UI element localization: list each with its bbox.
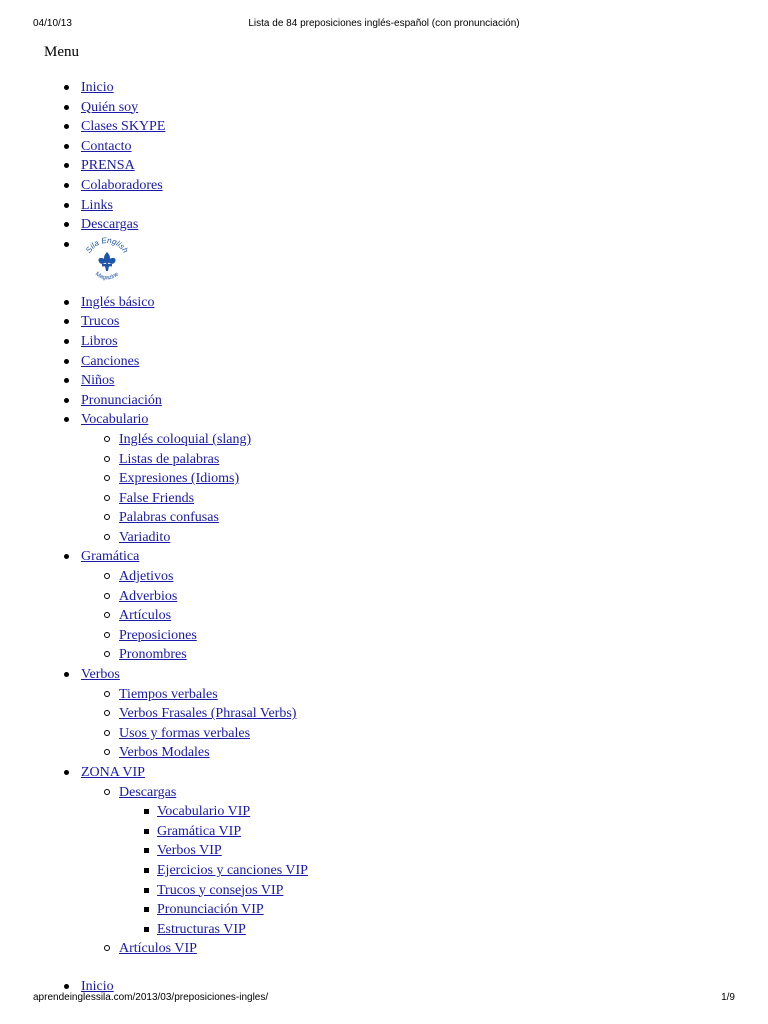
print-page-number: 1/9 bbox=[721, 992, 735, 1003]
submenu-item bbox=[81, 587, 308, 607]
submenu-item bbox=[81, 450, 308, 470]
submenu-item bbox=[81, 469, 308, 489]
menu-link-gramatica[interactable]: Gramática bbox=[81, 549, 140, 565]
submenu-item bbox=[81, 528, 308, 548]
submenu-link-listas-de-palabras[interactable]: Listas de palabras bbox=[119, 451, 220, 467]
submenu-link-palabras-confusas[interactable]: Palabras confusas bbox=[119, 510, 219, 526]
submenu-item bbox=[81, 724, 308, 744]
menu-item-clases-skype bbox=[62, 117, 308, 137]
menu-link-prensa[interactable]: PRENSA bbox=[81, 158, 135, 174]
menu-link-ingles-basico[interactable]: Inglés básico bbox=[81, 294, 155, 310]
submenu-item bbox=[81, 645, 308, 665]
menu-link-clases-skype[interactable]: Clases SKYPE bbox=[81, 119, 166, 135]
menu-link-links[interactable]: Links bbox=[81, 197, 113, 213]
print-page-title: Lista de 84 preposiciones inglés-español (con pronunciación) bbox=[248, 18, 520, 29]
submenu-link-descargas-vip[interactable]: Descargas bbox=[119, 784, 177, 800]
submenu-link-false-friends[interactable]: False Friends bbox=[119, 490, 195, 506]
submenu-item bbox=[119, 822, 308, 842]
menu-item-descargas bbox=[62, 215, 308, 235]
menu-item-vocabulario bbox=[62, 410, 308, 547]
print-date: 04/10/13 bbox=[33, 18, 72, 29]
submenu-link-trucos-vip[interactable]: Trucos y consejos VIP bbox=[157, 882, 284, 898]
submenu-item-descargas-vip bbox=[81, 783, 308, 940]
menu-item-zona-vip bbox=[62, 763, 308, 959]
print-footer bbox=[0, 992, 768, 1008]
submenu-link-vocabulario-vip[interactable]: Vocabulario VIP bbox=[157, 804, 251, 820]
menu-item-links bbox=[62, 196, 308, 216]
submenu-link-tiempos-verbales[interactable]: Tiempos verbales bbox=[119, 686, 218, 702]
menu-label: Menu bbox=[44, 44, 79, 60]
submenu-item bbox=[81, 567, 308, 587]
svg-text:Magazine bbox=[94, 271, 121, 281]
submenu-link-pronunciacion-vip[interactable]: Pronunciación VIP bbox=[157, 902, 264, 918]
logo-bottom-text: Magazine bbox=[93, 271, 121, 282]
submenu-item bbox=[81, 508, 308, 528]
menu-item-gramatica bbox=[62, 547, 308, 665]
menu-link-contacto[interactable]: Contacto bbox=[81, 138, 132, 154]
submenu-item bbox=[119, 861, 308, 881]
menu-link-libros[interactable]: Libros bbox=[81, 333, 118, 349]
menu-item-ingles-basico bbox=[62, 293, 308, 313]
submenu-descargas-vip bbox=[119, 802, 308, 939]
sila-english-magazine-logo[interactable] bbox=[81, 235, 133, 287]
submenu-item bbox=[81, 489, 308, 509]
submenu-link-preposiciones[interactable]: Preposiciones bbox=[119, 627, 197, 643]
main-menu bbox=[62, 78, 308, 997]
menu-link-canciones[interactable]: Canciones bbox=[81, 353, 140, 369]
menu-link-ninos[interactable]: Niños bbox=[81, 373, 115, 389]
submenu-item bbox=[81, 704, 308, 724]
submenu-link-ingles-coloquial[interactable]: Inglés coloquial (slang) bbox=[119, 431, 252, 447]
menu-item-colaboradores bbox=[62, 176, 308, 196]
submenu-link-estructuras-vip[interactable]: Estructuras VIP bbox=[157, 921, 246, 937]
menu-item-verbos bbox=[62, 665, 308, 763]
print-header bbox=[0, 18, 768, 34]
menu-link-descargas[interactable]: Descargas bbox=[81, 217, 139, 233]
submenu-link-variadito[interactable]: Variadito bbox=[119, 529, 171, 545]
menu-item-libros bbox=[62, 332, 308, 352]
submenu-link-verbos-frasales[interactable]: Verbos Frasales (Phrasal Verbs) bbox=[119, 706, 297, 722]
submenu-item bbox=[81, 626, 308, 646]
menu-item-logo bbox=[62, 235, 308, 293]
submenu-link-adverbios[interactable]: Adverbios bbox=[119, 588, 178, 604]
menu-item-inicio bbox=[62, 78, 308, 98]
submenu-item bbox=[119, 881, 308, 901]
menu-link-verbos[interactable]: Verbos bbox=[81, 667, 120, 683]
menu-link-colaboradores[interactable]: Colaboradores bbox=[81, 177, 163, 193]
submenu-item bbox=[81, 606, 308, 626]
submenu-link-articulos-vip[interactable]: Artículos VIP bbox=[119, 941, 197, 957]
print-url: aprendeinglessila.com/2013/03/preposiciones-ingles/ bbox=[33, 992, 269, 1003]
menu-item-quien-soy bbox=[62, 98, 308, 118]
submenu-link-articulos[interactable]: Artículos bbox=[119, 608, 172, 624]
submenu-link-ejercicios-vip[interactable]: Ejercicios y canciones VIP bbox=[157, 862, 308, 878]
submenu-item bbox=[81, 743, 308, 763]
submenu-link-verbos-modales[interactable]: Verbos Modales bbox=[119, 745, 210, 761]
submenu-item bbox=[119, 802, 308, 822]
submenu-item-articulos-vip bbox=[81, 939, 308, 959]
submenu-link-pronombres[interactable]: Pronombres bbox=[119, 647, 187, 663]
submenu-zona-vip bbox=[81, 783, 308, 959]
submenu-item bbox=[119, 920, 308, 940]
submenu-verbos bbox=[81, 685, 308, 763]
menu-item-contacto bbox=[62, 137, 308, 157]
submenu-gramatica bbox=[81, 567, 308, 665]
logo-top-text: Sila English bbox=[84, 235, 130, 255]
menu-link-inicio-bottom[interactable]: Inicio bbox=[81, 978, 114, 994]
submenu-link-gramatica-vip[interactable]: Gramática VIP bbox=[157, 823, 242, 839]
menu-item-prensa bbox=[62, 156, 308, 176]
menu-link-zona-vip[interactable]: ZONA VIP bbox=[81, 765, 145, 780]
fleur-de-lis-icon bbox=[98, 252, 115, 271]
menu-link-trucos[interactable]: Trucos bbox=[81, 314, 120, 330]
svg-text:Sila English bbox=[84, 236, 130, 255]
submenu-item bbox=[81, 430, 308, 450]
submenu-vocabulario bbox=[81, 430, 308, 548]
submenu-item bbox=[119, 841, 308, 861]
submenu-link-expresiones[interactable]: Expresiones (Idioms) bbox=[119, 471, 240, 487]
menu-item-trucos bbox=[62, 312, 308, 332]
menu-link-vocabulario[interactable]: Vocabulario bbox=[81, 412, 149, 428]
menu-item-canciones bbox=[62, 352, 308, 372]
menu-item-pronunciacion bbox=[62, 391, 308, 411]
menu-link-quien-soy[interactable]: Quién soy bbox=[81, 99, 139, 115]
menu-item-ninos bbox=[62, 371, 308, 391]
submenu-link-usos-y-formas[interactable]: Usos y formas verbales bbox=[119, 725, 251, 741]
menu-link-pronunciacion[interactable]: Pronunciación bbox=[81, 392, 162, 408]
submenu-link-adjetivos[interactable]: Adjetivos bbox=[119, 569, 174, 585]
menu-link-inicio[interactable]: Inicio bbox=[81, 80, 114, 95]
submenu-item bbox=[81, 685, 308, 705]
submenu-item bbox=[119, 900, 308, 920]
submenu-link-verbos-vip[interactable]: Verbos VIP bbox=[157, 843, 222, 859]
